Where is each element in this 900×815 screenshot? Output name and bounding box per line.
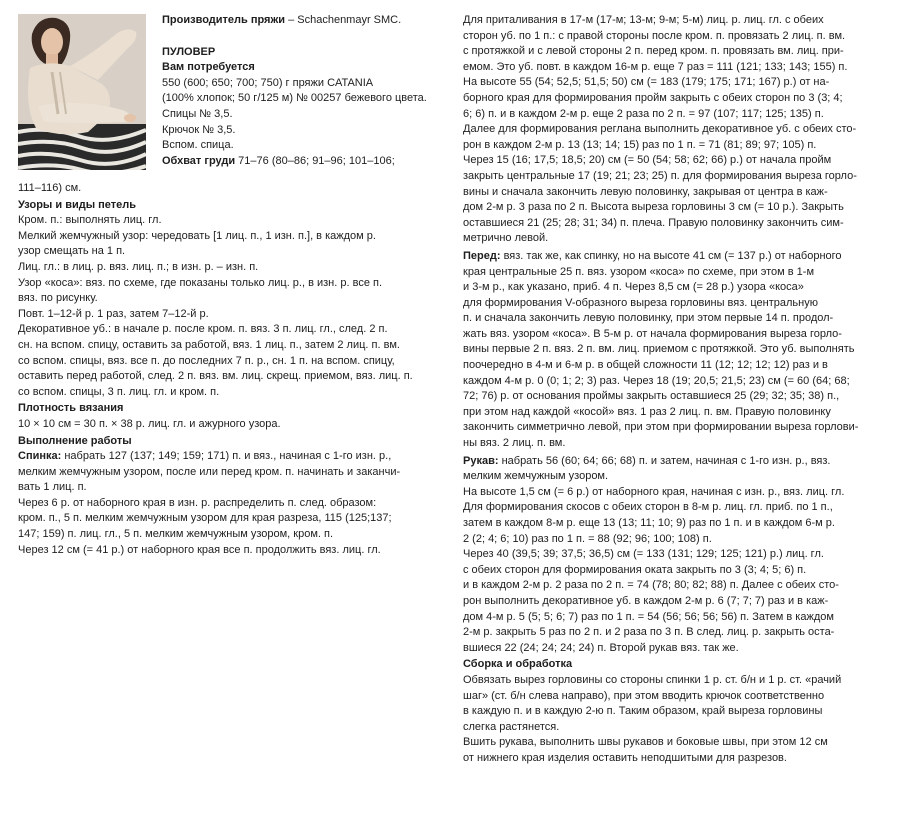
back-line: кром. п., 5 п. мелким жемчужным узором для края разреза, 115 (125;137; bbox=[18, 512, 392, 525]
patterns-line: узор смещать на 1 п. bbox=[18, 245, 126, 258]
back-cont-line: На высоте 55 (54; 52,5; 51,5; 50) см (= 183 (179; 175; 171; 167) р.) от на- bbox=[463, 76, 830, 89]
back-cont-line: закрыть центральные 17 (19; 21; 23; 25) п. для формирования выреза горло- bbox=[463, 169, 857, 182]
chest-line bbox=[162, 154, 447, 170]
sleeve-line: 2 (2; 4; 6; 10) раз по 1 п. = 88 (92; 96; 100; 108) п. bbox=[463, 532, 712, 545]
materials-label: Вам потребуется bbox=[162, 61, 255, 74]
back-cont-line: дом 2-м р. 3 раза по 2 п. Высота выреза горловины 3 см (= 10 р.). Закрыть bbox=[463, 201, 844, 214]
assembly-line: от нижнего края изделия оставить неподшитыми для разрезов. bbox=[463, 751, 787, 764]
front-line: ны вяз. 2 лиц. п. вм. bbox=[463, 437, 566, 450]
sleeve-line: 2-м р. закрыть 5 раз по 2 п. и 2 раза по 3 п. В след. лиц. р. закрыть оста- bbox=[463, 626, 835, 639]
patterns-line: Мелкий жемчужный узор: чередовать [1 лиц. п., 1 изн. п.], в каждом р. bbox=[18, 229, 376, 242]
materials-line: Спицы № 3,5. bbox=[162, 107, 233, 120]
sleeve-line: Для формирования скосов с обеих сторон в 8-м р. лиц. гл. приб. по 1 п., bbox=[463, 501, 833, 514]
front-line: каждом 4-м р. 0 (0; 1; 2; 3) раз. Через 18 (19; 20,5; 21,5; 23) см (= 60 (64; 68; bbox=[463, 374, 850, 387]
front-line: и 3-м р., как указано, приб. 4 п. Через 8,5 см (= 28 р.) узора «коса» bbox=[463, 281, 804, 294]
header-block bbox=[162, 13, 447, 169]
assembly-line: слегка растянется. bbox=[463, 720, 560, 733]
back-cont-line: вины и сначала закончить левую половинку, закрывая от центра в каж- bbox=[463, 185, 828, 198]
front-line: жать вяз. узором «коса». В 5-м р. от начала формирования выреза горло- bbox=[463, 327, 842, 340]
sleeve-line: с обеих сторон для формирования оката закрыть по 3 (3; 4; 5; 6) п. bbox=[463, 563, 807, 576]
patterns-heading: Узоры и виды петель bbox=[18, 198, 137, 211]
sleeve-text: набрать 56 (60; 64; 66; 68) п. и затем, начиная с 1-го изн. р., вяз. bbox=[498, 454, 831, 467]
pattern-title: ПУЛОВЕР bbox=[162, 45, 216, 58]
materials-line: (100% хлопок; 50 г/125 м) № 00257 бежевого цвета. bbox=[162, 92, 427, 105]
front-line: закончить симметрично левой, при этом при формировании выреза горлови- bbox=[463, 421, 859, 434]
front-text: вяз. так же, как спинку, но на высоте 41 см (= 137 р.) от наборного bbox=[500, 249, 842, 262]
back-cont-line: емом. Это уб. повт. в каждом 16-м р. еще 7 раз = 111 (121; 133; 143; 155) п. bbox=[463, 60, 848, 73]
sleeve-line: дом 4-м р. 5 (5; 5; 6; 7) раз по 1 п. = 54 (56; 56; 56; 56) п. Затем в каждом bbox=[463, 610, 834, 623]
assembly-heading: Сборка и обработка bbox=[463, 658, 573, 671]
sleeve-line: мелким жемчужным узором. bbox=[463, 470, 609, 483]
manufacturer-label: Производитель пряжи bbox=[162, 14, 286, 26]
materials-line: Крючок № 3,5. bbox=[162, 123, 236, 136]
patterns-line: Лиц. гл.: в лиц. р. вяз. лиц. п.; в изн. р. – изн. п. bbox=[18, 260, 259, 273]
back-cont-line: 6; 6) п. и в каждом 2-м р. еще 2 раза по 2 п. = 97 (107; 117; 125; 135) п. bbox=[463, 107, 824, 120]
sleeve-line: Через 40 (39,5; 39; 37,5; 36,5) см (= 133 (131; 129; 125; 121) р.) лиц. гл. bbox=[463, 548, 824, 561]
front-line: при этом над каждой «косой» вяз. 1 раз 2 лиц. п. вм. Правую половинку bbox=[463, 405, 831, 418]
sleeve-label: Рукав: bbox=[463, 454, 499, 467]
back-line bbox=[18, 449, 448, 465]
back-cont-line: сторон уб. по 1 п.: с правой стороны после кром. п. провязать 2 лиц. п. вм. bbox=[463, 29, 846, 42]
materials-line: 550 (600; 650; 700; 750) г пряжи CATANIA bbox=[162, 76, 374, 89]
front-line: вины первые 2 п. вяз. 2 п. вм. лиц. приемом с протяжкой. Это уб. выполнять bbox=[463, 343, 855, 356]
patterns-line: вяз. по рисунку. bbox=[18, 292, 98, 305]
front-line bbox=[463, 249, 888, 265]
patterns-line: со вспом. спицы, вяз. все п. до последних 7 п. р., сн. 1 п. на вспом. спицу, bbox=[18, 354, 395, 367]
front-line: поочередно в 4-м и 6-м р. в общей сложности 11 (12; 12; 12; 12) раз и в bbox=[463, 359, 828, 372]
density-heading: Плотность вязания bbox=[18, 402, 124, 415]
assembly-line: шаг» (ст. б/н слева направо), при этом вводить крючок соответственно bbox=[463, 689, 825, 702]
density-line: 10 × 10 см = 30 п. × 38 р. лиц. гл. и ажурного узора. bbox=[18, 417, 281, 430]
patterns-line: Декоративное уб.: в начале р. после кром. п. вяз. 3 п. лиц. гл., след. 2 п. bbox=[18, 323, 388, 336]
model-photo-image bbox=[18, 14, 146, 170]
front-line: для формирования V-образного выреза горловины вяз. центральную bbox=[463, 296, 818, 309]
patterns-line: сн. на вспом. спицу, оставить за работой, вяз. 1 лиц. п., затем 2 лиц. п. вм. bbox=[18, 338, 400, 351]
back-cont-line: борного края для формирования пройм закрыть с обеих сторон по 3 (3; 4; bbox=[463, 91, 843, 104]
front-line: 72; 76) р. от основания проймы закрыть оставшиеся 25 (29; 32; 35; 38) п., bbox=[463, 390, 840, 403]
sleeve-line: вшиеся 22 (24; 24; 24; 24) п. Второй рукав вяз. так же. bbox=[463, 641, 739, 654]
back-text: набрать 127 (137; 149; 159; 171) п. и вяз., начиная с 1-го изн. р., bbox=[61, 450, 392, 463]
front-line: края центральные 25 п. вяз. узором «коса» по схеме, при этом в 1-м bbox=[463, 265, 815, 278]
assembly-line: Вшить рукава, выполнить швы рукавов и боковые швы, при этом 12 см bbox=[463, 736, 828, 749]
back-cont-line: Для приталивания в 17-м (17-м; 13-м; 9-м; 5-м) лиц. р. лиц. гл. с обеих bbox=[463, 14, 824, 26]
work-heading: Выполнение работы bbox=[18, 434, 132, 447]
back-label: Спинка: bbox=[18, 450, 62, 463]
sleeve-line: затем в каждом 8-м р. еще 13 (13; 11; 10; 9) раз по 1 п. и в каждом 6-м р. bbox=[463, 517, 835, 529]
materials-line: Вспом. спица. bbox=[162, 139, 234, 152]
back-cont-line: метрично левой. bbox=[463, 232, 549, 245]
back-line: мелким жемчужным узором, после или перед кром. п. начинать и заканчи- bbox=[18, 465, 401, 478]
chest-label: Обхват груди bbox=[162, 154, 236, 167]
manufacturer-line bbox=[162, 13, 447, 29]
back-line: 147; 159) п. лиц. гл., 5 п. мелким жемчужным узором, кром. п. bbox=[18, 528, 334, 541]
back-line: Через 6 р. от наборного края в изн. р. распределить п. след. образом: bbox=[18, 496, 377, 509]
sleeve-line: и в каждом 2-м р. 2 раза по 2 п. = 74 (78; 80; 82; 88) п. Далее с обеих сто- bbox=[463, 579, 839, 592]
model-photo bbox=[18, 14, 146, 170]
patterns-line: Узор «коса»: вяз. по схеме, где показаны только лиц. р., в изн. р. все п. bbox=[18, 276, 383, 289]
sleeve-line: рон выполнить декоративное уб. в каждом 2-м р. 6 (7; 7; 7) раз и в каж- bbox=[463, 594, 829, 607]
left-column bbox=[18, 181, 448, 558]
back-cont-line: Далее для формирования реглана выполнить декоративное уб. с обеих сто- bbox=[463, 123, 857, 136]
back-line: вать 1 лиц. п. bbox=[18, 481, 87, 494]
patterns-line: Повт. 1–12-й р. 1 раз, затем 7–12-й р. bbox=[18, 307, 209, 320]
back-cont-line: рон в каждом 2-м р. 13 (13; 14; 15) раз по 1 п. = 71 (81; 89; 97; 105) п. bbox=[463, 138, 817, 151]
patterns-line: Кром. п.: выполнять лиц. гл. bbox=[18, 214, 162, 227]
manufacturer-value: – Schachenmayr SMC. bbox=[285, 14, 402, 26]
sleeve-line bbox=[463, 454, 888, 470]
assembly-line: Обвязать вырез горловины со стороны спинки 1 р. ст. б/н и 1 р. ст. «рачий bbox=[463, 673, 842, 686]
chest-value: 71–76 (80–86; 91–96; 101–106; bbox=[235, 154, 395, 167]
patterns-line: со вспом. спицы, 3 п. лиц. гл. и кром. п. bbox=[18, 385, 220, 398]
chest-value-cont: 111–116) см. bbox=[18, 182, 82, 194]
patterns-line: оставить перед работой, след. 2 п. вяз. вм. лиц. скрещ. приемом, вяз. лиц. п. bbox=[18, 370, 413, 383]
right-column bbox=[463, 13, 888, 767]
sleeve-line: На высоте 1,5 см (= 6 р.) от наборного края, начиная с изн. р., вяз. лиц. гл. bbox=[463, 485, 845, 498]
back-cont-line: оставшиеся 21 (25; 28; 31; 34) п. плеча. Правую половинку закончить сим- bbox=[463, 216, 844, 229]
front-line: п. и сначала закончить левую половинку, при этом первые 14 п. продол- bbox=[463, 312, 834, 325]
assembly-line: в каждую п. и в каждую 2-ю п. Таким образом, край выреза горловины bbox=[463, 705, 823, 718]
back-cont-line: Через 15 (16; 17,5; 18,5; 20) см (= 50 (54; 58; 62; 66) р.) от начала пройм bbox=[463, 154, 832, 167]
front-label: Перед: bbox=[463, 249, 501, 262]
back-line: Через 12 см (= 41 р.) от наборного края все п. продолжить вяз. лиц. гл. bbox=[18, 543, 381, 556]
back-cont-line: с протяжкой и с левой стороны 2 п. перед кром. п. провязать вм. лиц. при- bbox=[463, 45, 844, 58]
